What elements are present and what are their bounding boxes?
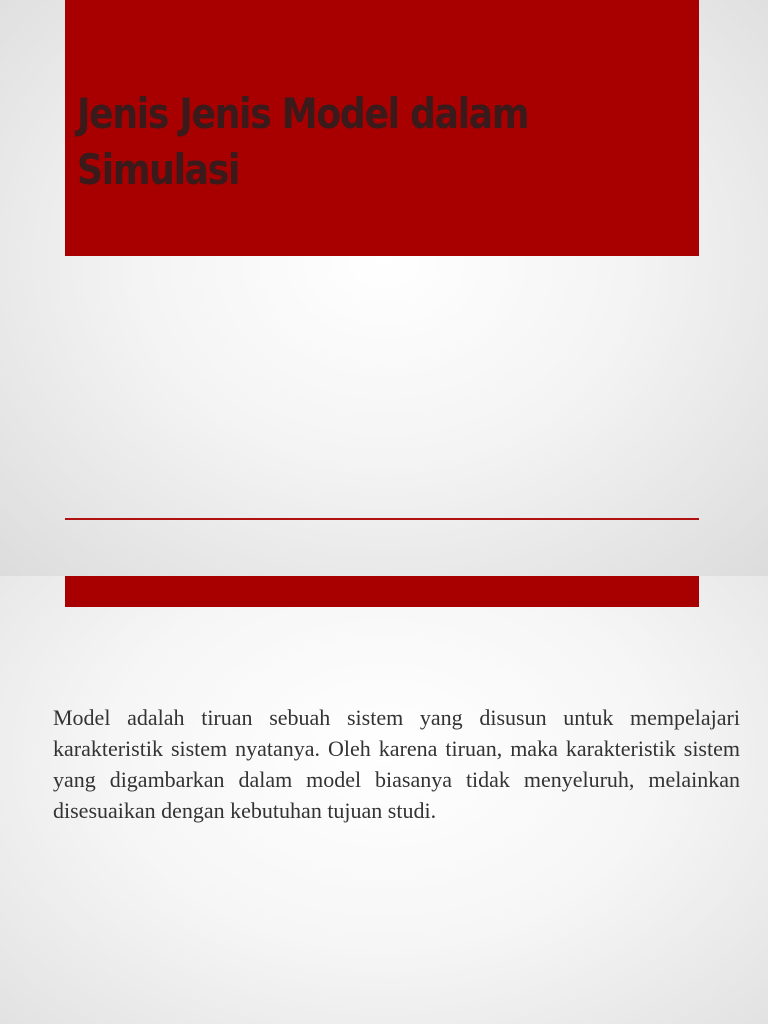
title-divider-line [65, 518, 699, 520]
title-banner [65, 0, 699, 256]
content-slide [0, 576, 768, 1024]
body-paragraph: Model adalah tiruan sebuah sistem yang disusun untuk mempelajari karakteristik sistem nyatanya. Oleh karena tiruan, maka karakteristik sistem yang digambarkan dalam model biasanya tidak menyeluruh, melainkan disesuaikan dengan kebutuhan tujuan studi. [53, 705, 740, 823]
slide-title: Jenis Jenis Model dalam Simulasi [77, 89, 529, 194]
header-bar [65, 576, 699, 607]
